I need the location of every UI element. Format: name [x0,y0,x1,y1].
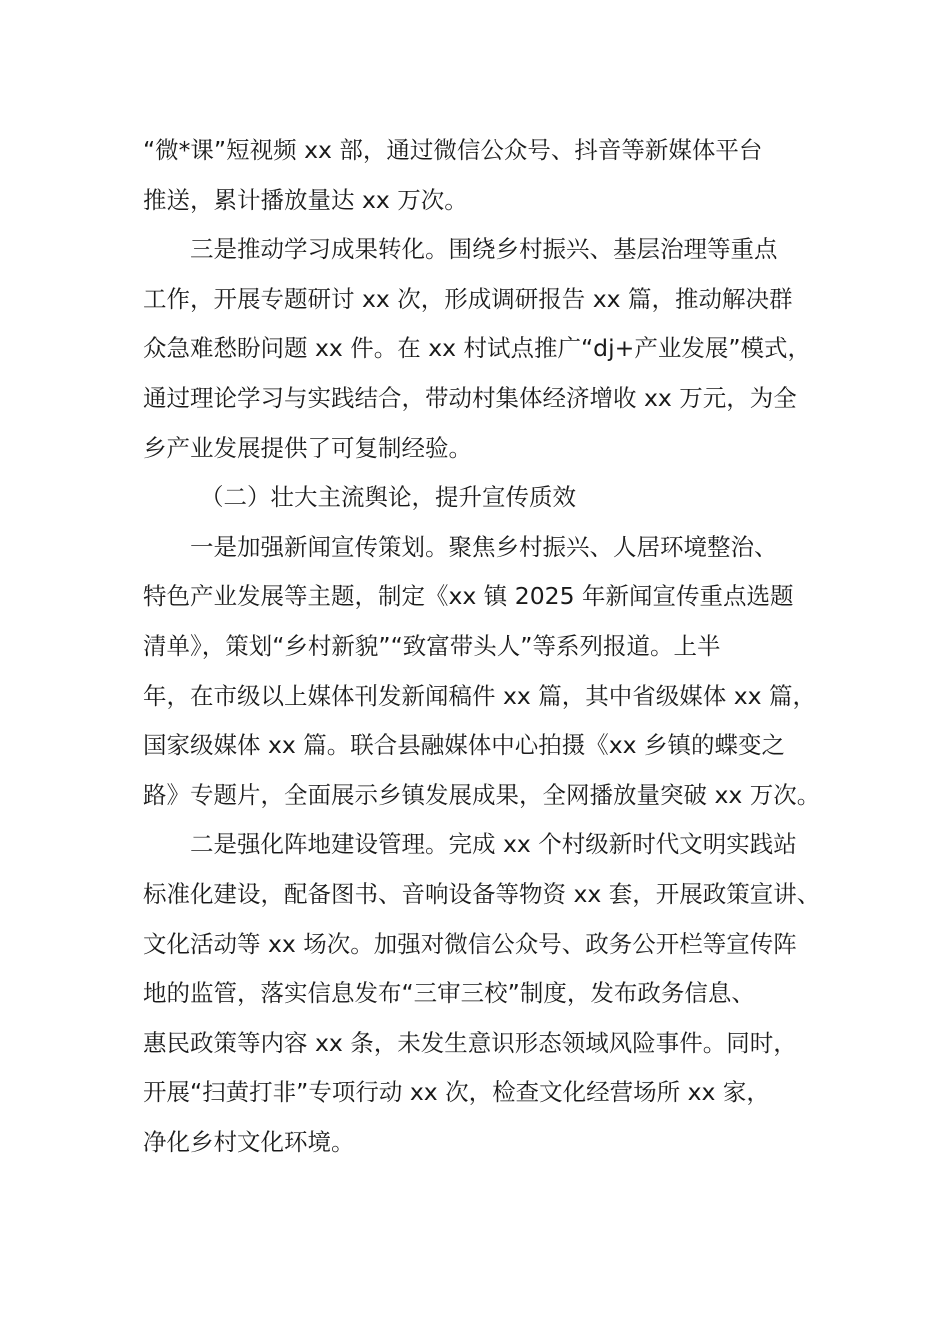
text-line: 乡产业发展提供了可复制经验。 [143,433,472,462]
text-line: 年，在市级以上媒体刊发新闻稿件 xx 篇，其中省级媒体 xx 篇， [143,681,817,710]
text-line: 文化活动等 xx 场次。加强对微信公众号、政务公开栏等宣传阵 [143,929,797,958]
text-line: 通过理论学习与实践结合，带动村集体经济增收 xx 万元，为全 [143,383,797,412]
text-line: 工作，开展专题研讨 xx 次，形成调研报告 xx 篇，推动解决群 [143,284,793,313]
paragraph-start-line: 一是加强新闻宣传策划。聚焦乡村振兴、人居环境整治、 [190,532,778,561]
text-line: 开展“扫黄打非”专项行动 xx 次，检查文化经营场所 xx 家， [143,1078,770,1107]
paragraph-start-line: 二是强化阵地建设管理。完成 xx 个村级新时代文明实践站 [190,830,797,859]
text-line: 国家级媒体 xx 篇。联合县融媒体中心拍摄《xx 乡镇的蝶变之 [143,731,786,760]
text-line: 众急难愁盼问题 xx 件。在 xx 村试点推广“dj+产业发展”模式， [143,334,811,363]
text-line: 清单》，策划“乡村新貌”“致富带头人”等系列报道。上半 [143,631,721,660]
text-line: 推送，累计播放量达 xx 万次。 [143,185,468,214]
text-line: 标准化建设，配备图书、音响设备等物资 xx 套，开展政策宣讲、 [143,879,821,908]
text-line: 路》专题片，全面展示乡镇发展成果，全网播放量突破 xx 万次。 [143,780,821,809]
text-line: 特色产业发展等主题，制定《xx 镇 2025 年新闻宣传重点选题 [143,582,794,611]
paragraph-start-line: 三是推动学习成果转化。围绕乡村振兴、基层治理等重点 [190,235,778,264]
text-line: 惠民政策等内容 xx 条，未发生意识形态领域风险事件。同时， [143,1028,797,1057]
text-line: “微*课”短视频 xx 部，通过微信公众号、抖音等新媒体平台 [143,136,763,164]
text-line: 地的监管，落实信息发布“三审三校”制度，发布政务信息、 [143,979,755,1008]
text-line: 净化乡村文化环境。 [143,1127,355,1156]
document-body [143,126,823,1167]
section-heading: （二）壮大主流舆论，提升宣传质效 [200,483,576,512]
